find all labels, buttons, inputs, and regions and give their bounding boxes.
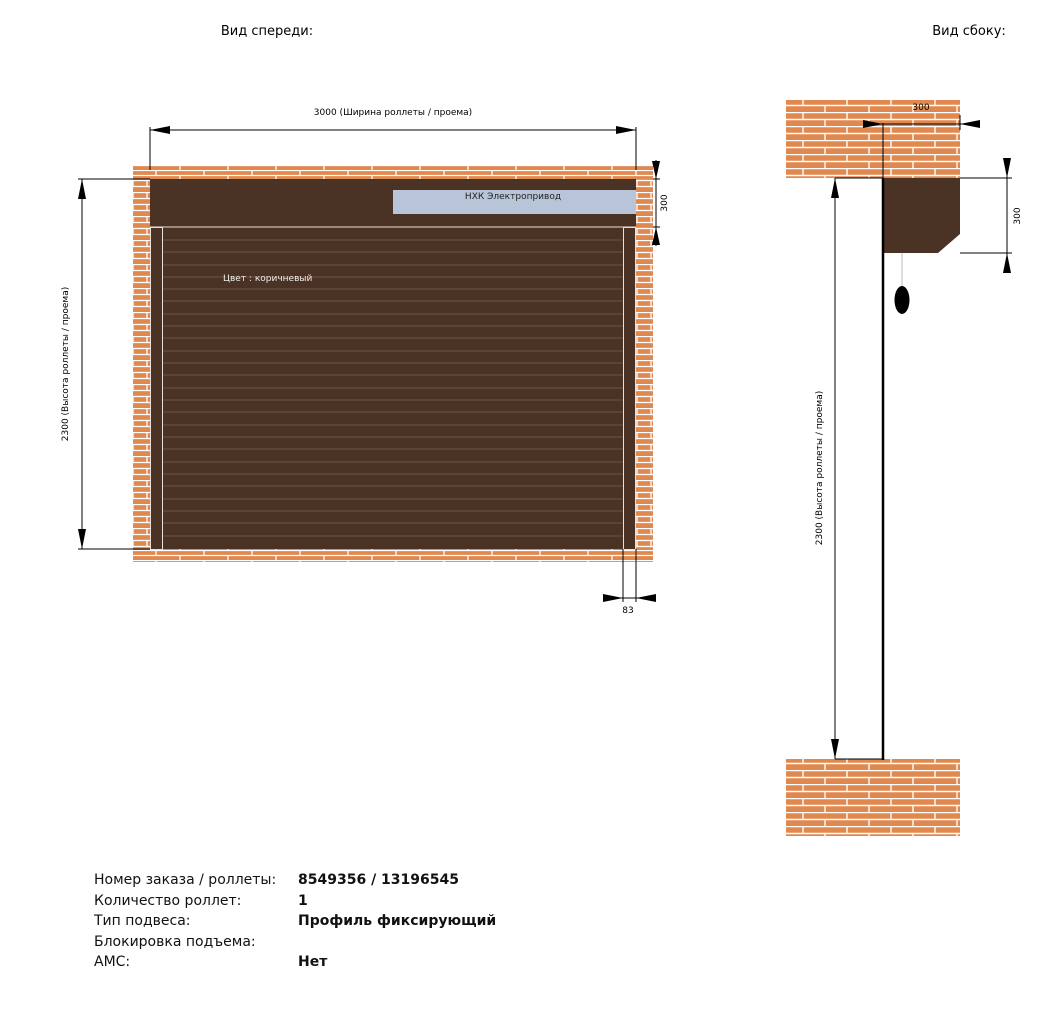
info-value: 8549356 / 13196545 <box>298 872 459 888</box>
width-dimension <box>150 127 636 170</box>
info-value: Нет <box>298 954 328 970</box>
width-dimension-label: 3000 (Ширина роллеты / проема) <box>313 108 473 118</box>
side-top-wall <box>786 100 960 178</box>
lift-lock-row <box>94 932 496 953</box>
info-label: Номер заказа / роллеты: <box>94 872 277 888</box>
side-weight <box>895 286 910 314</box>
side-view-title: Вид сбоку: <box>932 24 1006 39</box>
right-guide-rail <box>624 228 636 550</box>
order-info <box>94 870 496 973</box>
side-box-dimension-label: 300 <box>1013 207 1023 225</box>
quantity-row <box>94 891 496 912</box>
box-dimension-label: 300 <box>660 194 670 212</box>
info-label: Блокировка подъема: <box>94 933 256 950</box>
info-value: Профиль фиксирующий <box>298 913 497 929</box>
info-label: АМС: <box>94 954 131 970</box>
mount-type-row <box>94 911 496 932</box>
info-value: 1 <box>298 892 308 909</box>
motor-label: НХК Электропривод <box>464 192 562 202</box>
order-number-row <box>94 870 496 891</box>
side-height-dimension-label: 2300 (Высота роллеты / проема) <box>815 390 825 546</box>
front-view-title: Вид спереди: <box>220 24 314 39</box>
side-height-dimension <box>835 178 883 759</box>
ams-row <box>94 952 496 973</box>
side-bottom-wall <box>786 759 960 836</box>
left-guide-rail <box>151 228 163 550</box>
side-box <box>883 178 960 253</box>
info-label: Тип подвеса: <box>94 913 191 929</box>
side-top-dimension-label: 300 <box>912 103 930 113</box>
color-label: Цвет : коричневый <box>223 274 313 284</box>
height-dimension-label: 2300 (Высота роллеты / проема) <box>61 286 71 442</box>
guide-dimension-label: 83 <box>622 606 634 616</box>
side-box-dimension <box>960 158 1012 272</box>
info-label: Количество роллет: <box>94 892 242 909</box>
